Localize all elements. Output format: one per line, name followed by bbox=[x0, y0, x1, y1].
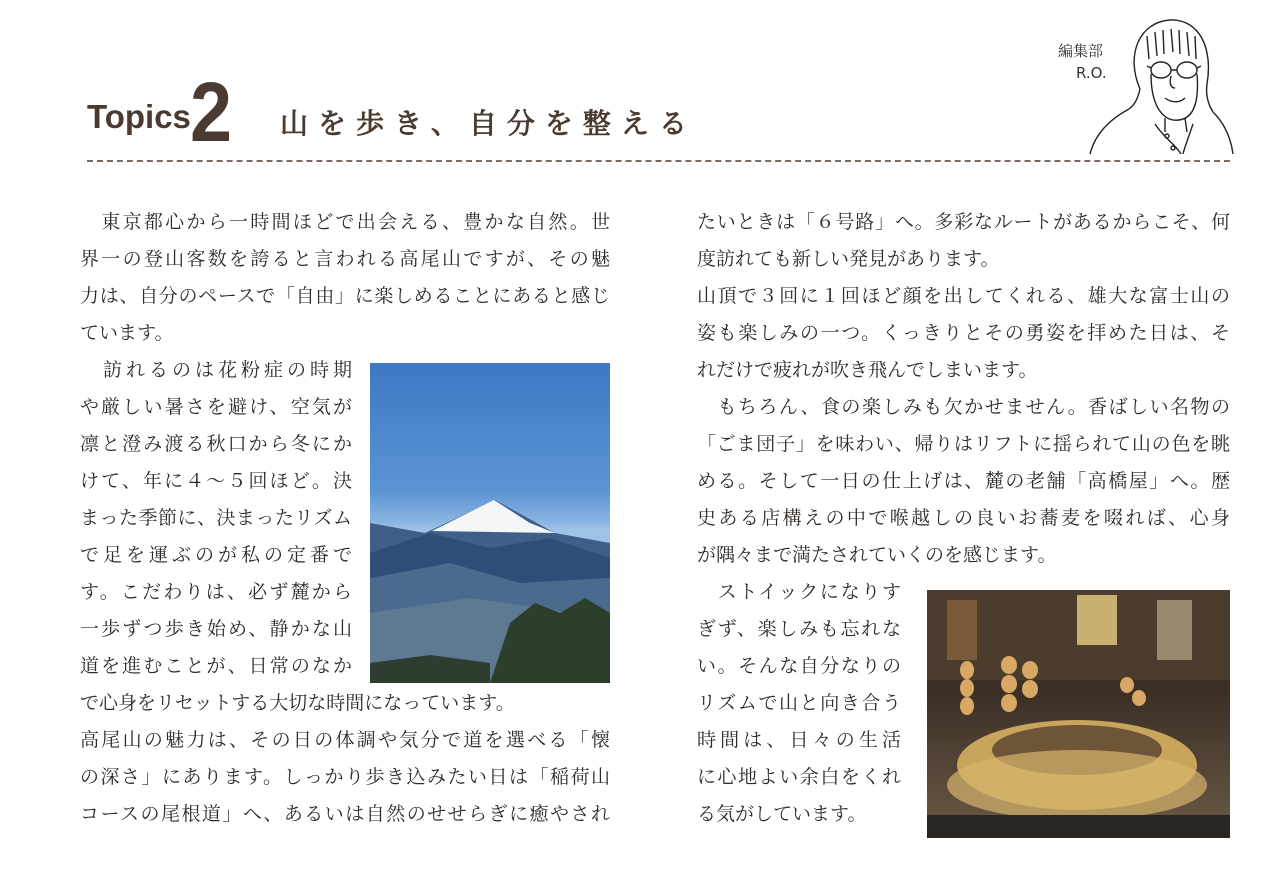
body-text-line: る気がしています。 bbox=[697, 803, 867, 825]
body-text-line: 時間は、日々の生活 bbox=[697, 729, 901, 751]
body-text-line: 高尾山の魅力は、その日の体調や気分で道を選べる「懐 bbox=[80, 729, 610, 751]
body-text-line: コースの尾根道」へ、あるいは自然のせせらぎに癒やされ bbox=[80, 803, 610, 825]
body-text-line: もちろん、食の楽しみも欠かせません。香ばしい名物の bbox=[697, 396, 1230, 418]
body-text-line: 力は、自分のペースで「自由」に楽しめることにあると感じ bbox=[80, 285, 610, 307]
body-text-line: で足を運ぶのが私の定番で bbox=[80, 544, 352, 566]
body-text-line: れだけで疲れが吹き飛んでしまいます。 bbox=[697, 359, 1038, 381]
body-text-line: い。そんな自分なりの bbox=[697, 655, 901, 677]
body-text-line: 度訪れても新しい発見があります。 bbox=[697, 248, 1000, 270]
body-text-line: けて、年に４～５回ほど。決 bbox=[80, 470, 352, 492]
body-text-line: ています。 bbox=[80, 322, 174, 344]
goma-dango-photo bbox=[927, 590, 1230, 838]
dashed-divider bbox=[87, 160, 1230, 162]
body-text-line: 東京都心から一時間ほどで出会える、豊かな自然。世 bbox=[80, 211, 610, 233]
body-text-line: ストイックになりす bbox=[697, 581, 901, 603]
body-text-line: める。そして一日の仕上げは、麓の老舗「高橋屋」へ。歴 bbox=[697, 470, 1230, 492]
topics-label: Topics bbox=[87, 98, 191, 135]
body-text-line: 界一の登山客数を誇ると言われる高尾山ですが、その魅 bbox=[80, 248, 610, 270]
body-text-line: 訪れるのは花粉症の時期 bbox=[80, 359, 352, 381]
body-text-line: や厳しい暑さを避け、空気が bbox=[80, 396, 352, 418]
editor-department: 編集部 bbox=[1058, 42, 1104, 60]
body-text-line: 史ある店構えの中で喉越しの良いお蕎麦を啜れば、心身 bbox=[697, 507, 1230, 529]
body-text-line: に心地よい余白をくれ bbox=[697, 766, 901, 788]
body-text-line: 姿も楽しみの一つ。くっきりとその勇姿を拝めた日は、そ bbox=[697, 322, 1230, 344]
mount-fuji-photo bbox=[370, 363, 610, 683]
body-text-line: たいときは「６号路」へ。多彩なルートがあるからこそ、何 bbox=[697, 211, 1230, 233]
body-text-line: 山頂で３回に１回ほど顔を出してくれる、雄大な富士山の bbox=[697, 285, 1230, 307]
body-text-line: 道を進むことが、日常のなか bbox=[80, 655, 352, 677]
body-text-line: 「ごま団子」を味わい、帰りはリフトに揺られて山の色を眺 bbox=[697, 433, 1230, 455]
body-text-line: が隅々まで満たされていくのを感じます。 bbox=[697, 544, 1057, 566]
body-text-line: リズムで山と向き合う bbox=[697, 692, 901, 714]
body-text-line: の深さ」にあります。しっかり歩き込みたい日は「稲荷山 bbox=[80, 766, 610, 788]
body-text-line: す。こだわりは、必ず麓から bbox=[80, 581, 352, 603]
editor-initials: R.O. bbox=[1076, 64, 1107, 82]
body-text-line: 一歩ずつ歩き始め、静かな山 bbox=[80, 618, 352, 640]
editor-portrait-illustration bbox=[1085, 14, 1235, 154]
article-title: 山を歩き、自分を整える bbox=[280, 107, 697, 140]
body-text-line: ぎず、楽しみも忘れな bbox=[697, 618, 901, 640]
body-text-line: で心身をリセットする大切な時間になっています。 bbox=[80, 692, 515, 714]
topic-number: 2 bbox=[190, 65, 233, 159]
body-text-line: まった季節に、決まったリズム bbox=[80, 507, 352, 529]
body-text-line: 凛と澄み渡る秋口から冬にか bbox=[80, 433, 352, 455]
